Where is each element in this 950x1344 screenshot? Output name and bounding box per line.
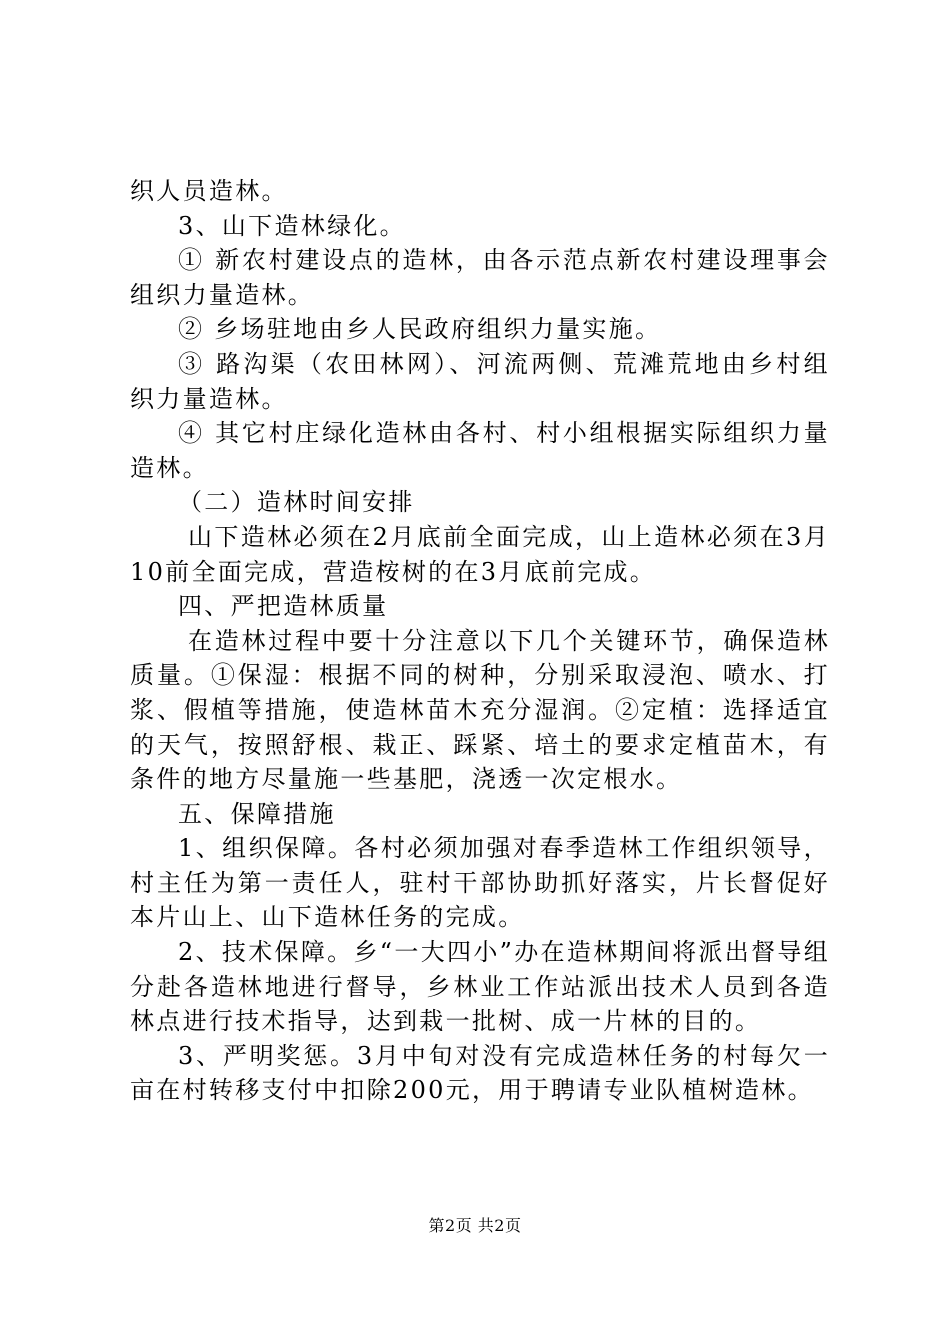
paragraph-item-2: ② 乡场驻地由乡人民政府组织力量实施。	[178, 315, 662, 344]
paragraph-quality: 在造林过程中要十分注意以下几个关键环节，确保造林质量。①保湿：根据不同的树种，分别采取浸泡、喷水、打浆、假植等措施，使造林苗木充分湿润。②定植：选择适宜的天气，按照舒根、栽正、踩紧、培土的要求定植苗木，有条件的地方尽量施一些基肥，浇透一次定根水。	[130, 626, 830, 794]
section-heading-measures: 五、保障措施	[178, 799, 336, 828]
paragraph-technical: 2、技术保障。乡“一大四小”办在造林期间将派出督导组分赴各造林地进行督导，乡林业工作站派出技术人员到各造林点进行技术指导，达到栽一批树、成一片林的目的。	[130, 938, 830, 1036]
paragraph-item-3: ③ 路沟渠（农田林网）、河流两侧、荒滩荒地由乡村组织力量造林。	[130, 349, 830, 413]
paragraph-rewards: 3、严明奖惩。3月中旬对没有完成造林任务的村每欠一亩在村转移支付中扣除200元，用于聘请专业队植树造林。	[130, 1041, 830, 1105]
section-heading-quality: 四、严把造林质量	[178, 592, 389, 621]
paragraph-item-1: ① 新农村建设点的造林，由各示范点新农村建设理事会组织力量造林。	[130, 246, 830, 309]
paragraph-continuation: 织人员造林。	[130, 177, 288, 205]
paragraph-mountain-lower-greening: 3、山下造林绿化。	[178, 211, 406, 240]
document-body	[130, 174, 830, 1108]
page-number: 第2页 共2页	[428, 1216, 522, 1235]
paragraph-schedule: 山下造林必须在2月底前全面完成，山上造林必须在3月10前全面完成，营造桉树的在3月底前完成。	[130, 522, 830, 586]
paragraph-organization: 1、组织保障。各村必须加强对春季造林工作组织领导，村主任为第一责任人，驻村干部协助抓好落实，片长督促好本片山上、山下造林任务的完成。	[130, 834, 830, 932]
section-heading-schedule: （二）造林时间安排	[178, 488, 415, 517]
paragraph-item-4: ④ 其它村庄绿化造林由各村、村小组根据实际组织力量造林。	[130, 419, 830, 482]
